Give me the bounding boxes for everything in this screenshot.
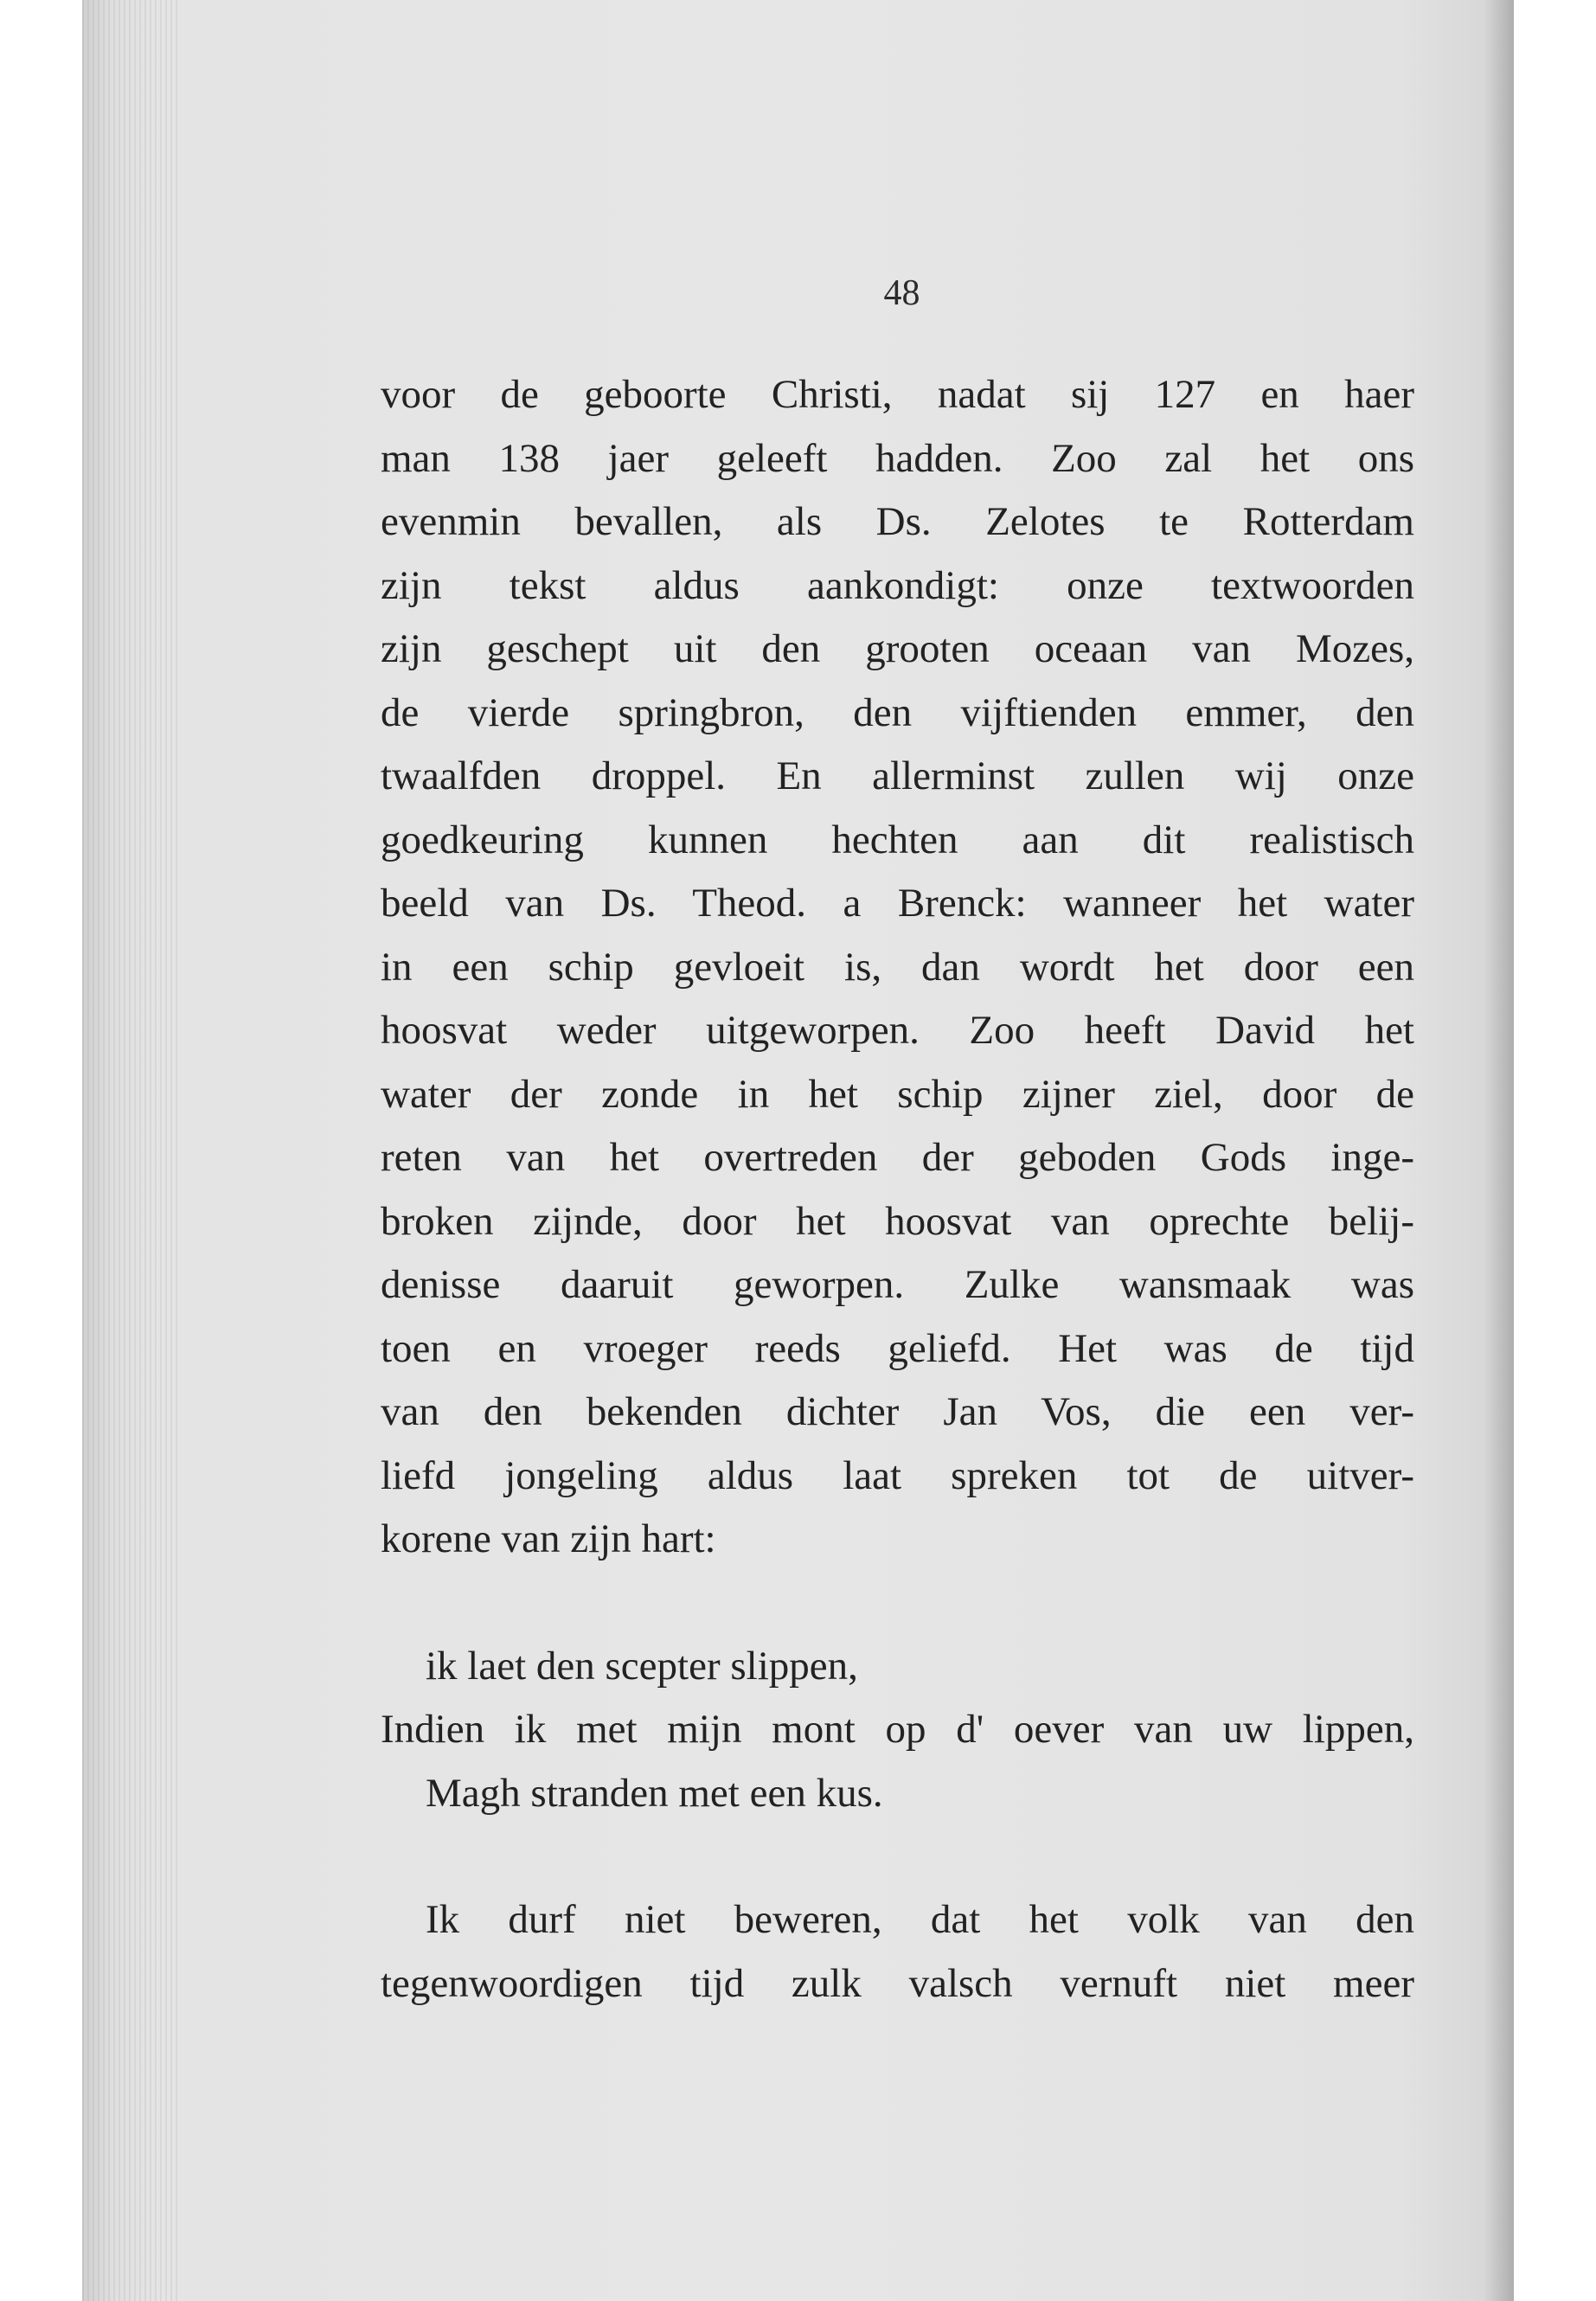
text-line: zijn tekst aldus aankondigt: onze textwoorden xyxy=(381,562,1414,608)
stanza-gap xyxy=(381,1825,1414,1888)
text-line: man 138 jaer geleeft hadden. Zoo zal het ons xyxy=(381,435,1414,481)
text-line: reten van het overtreden der geboden Gods inge- xyxy=(381,1135,1414,1180)
text-line: van den bekenden dichter Jan Vos, die een ver- xyxy=(381,1389,1414,1434)
text-line: denisse daaruit geworpen. Zulke wansmaak was xyxy=(381,1262,1414,1307)
text-line: hoosvat weder uitgeworpen. Zoo heeft David het xyxy=(381,1008,1414,1053)
body-text xyxy=(381,363,1414,2016)
text-line: water der zonde in het schip zijner ziel, door de xyxy=(381,1071,1414,1117)
stanza-gap xyxy=(381,1572,1414,1635)
text-line: evenmin bevallen, als Ds. Zelotes te Rotterdam xyxy=(381,499,1414,544)
verse-quote xyxy=(381,1635,1414,1826)
paragraph-1 xyxy=(381,363,1414,1572)
text-line: goedkeuring kunnen hechten aan dit realistisch xyxy=(381,817,1414,862)
verse-line: ik laet den scepter slippen, xyxy=(426,1643,858,1689)
text-line: zijn geschept uit den grooten oceaan van Mozes, xyxy=(381,626,1414,671)
verse-line: Magh stranden met een kus. xyxy=(426,1770,883,1816)
text-line: broken zijnde, door het hoosvat van oprechte belij- xyxy=(381,1198,1414,1244)
verse-line: Indien ik met mijn mont op d' oever van uw lippen, xyxy=(381,1707,1414,1752)
text-line: Ik durf niet beweren, dat het volk van den xyxy=(426,1897,1414,1942)
text-line: twaalfden droppel. En allerminst zullen wij onze xyxy=(381,753,1414,798)
page-number-text: 48 xyxy=(883,273,920,313)
text-line: de vierde springbron, den vijftienden emmer, den xyxy=(381,689,1414,735)
text-line: korene van zijn hart: xyxy=(381,1516,716,1561)
text-line: in een schip gevloeit is, dan wordt het door een xyxy=(381,944,1414,990)
page-number xyxy=(0,272,1596,314)
paragraph-2 xyxy=(381,1888,1414,2016)
page-edges-stack xyxy=(82,0,177,2301)
text-line: liefd jongeling aldus laat spreken tot de uitver- xyxy=(381,1452,1414,1498)
text-line: toen en vroeger reeds geliefd. Het was de tijd xyxy=(381,1325,1414,1371)
gutter-shadow xyxy=(1484,0,1514,2301)
text-line: tegenwoordigen tijd zulk valsch vernuft niet meer xyxy=(381,1960,1414,2006)
text-line: voor de geboorte Christi, nadat sij 127 en haer xyxy=(381,372,1414,417)
text-line: beeld van Ds. Theod. a Brenck: wanneer het water xyxy=(381,881,1414,926)
